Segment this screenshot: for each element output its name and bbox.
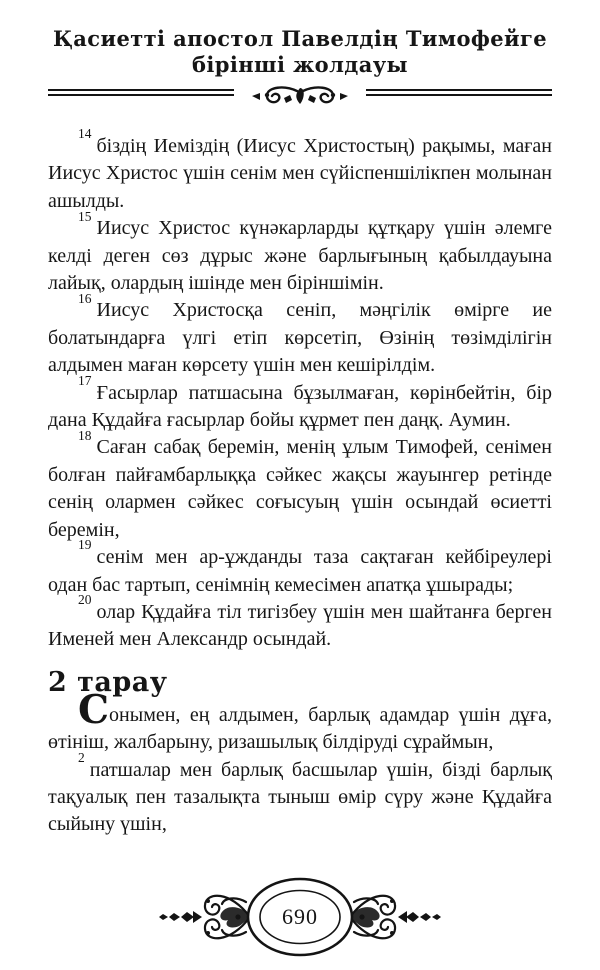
verse-number: 17 [78, 373, 92, 388]
verse-text: сенім мен ар-ұжданды таза сақтаған кейбіреулері одан бас тартып, сенімнің кемесімен апатқа ұшырады; [48, 546, 552, 596]
verse-17 [48, 373, 552, 435]
verse-text: онымен, ең алдымен, барлық адамдар үшін дұға, өтініш, жалбарыну, ризашылық білдіруді сұраймын, [48, 703, 552, 754]
verse-number: 2 [78, 749, 85, 765]
verse-15 [48, 208, 552, 297]
page-number: 690 [282, 904, 318, 929]
page-footer [0, 876, 600, 958]
verse-text: Ғасырлар патшасына бұзылмаған, көрінбейтін, бір дана Құдайға ғасырлар бойы құрмет пен даңқ. Аумин. [48, 381, 552, 432]
header-divider [48, 89, 552, 96]
header-scroll-ornament-icon [234, 84, 366, 110]
verse-16 [48, 290, 552, 379]
verse-number: 20 [78, 592, 92, 608]
verse-number: 16 [78, 290, 92, 306]
verse-text: Иисус Христос күнәкарларды құтқару үшін әлемге келді деген сөз дұрыс және барлығының қабылдауына лайық, олардың ішінде мен біріншімін. [48, 217, 552, 295]
verse-18 [48, 427, 552, 544]
chapter-heading: 2 тарау [48, 666, 168, 698]
chapter2-verse-2 [48, 749, 552, 839]
verse-text: патшалар мен барлық басшылар үшін, бізді барлық тақуалық пен тазалықта тыныш өмір сүру және Құдайға сыйыну үшін, [48, 758, 552, 836]
verse-number: 15 [78, 208, 92, 224]
verse-19 [48, 537, 552, 599]
verse-number: 19 [78, 537, 92, 553]
verse-14 [48, 126, 552, 215]
page-header [0, 0, 600, 96]
drop-cap-initial: С [78, 686, 110, 733]
verse-text: олар Құдайға тіл тигізбеу үшін мен шайтанға берген Именей мен Александр осындай. [48, 600, 552, 651]
page-title: Қасиетті апостол Павелдің Тимофейге бірінші жолдауы [53, 26, 547, 77]
verse-20 [48, 592, 552, 654]
scripture-text [48, 126, 552, 839]
verse-text: Иисус Христосқа сеніп, мәңгілік өмірге ие болатындарға үлгі етіп көрсетіп, Өзінің төзімділігін алдымен маған көрсету үшін мен кешірілдім. [48, 299, 552, 377]
verse-text: біздің Иеміздің (Иисус Христостың) рақымы, маған Иисус Христос үшін сенім мен сүйіспеншілікпен молынан ашылды. [48, 135, 552, 212]
chapter2-verse-1 [48, 686, 552, 757]
verse-number: 18 [78, 427, 92, 443]
footer-cartouche [150, 876, 450, 958]
verse-number: 14 [78, 126, 92, 142]
verse-text: Саған сабақ беремін, менің ұлым Тимофей, сенімен болған пайғамбарлыққа сәйкес жақсы жауынгер ретінде сенің олармен сәйкес соғысуың үшін осындай өсиетті беремін, [48, 436, 552, 541]
